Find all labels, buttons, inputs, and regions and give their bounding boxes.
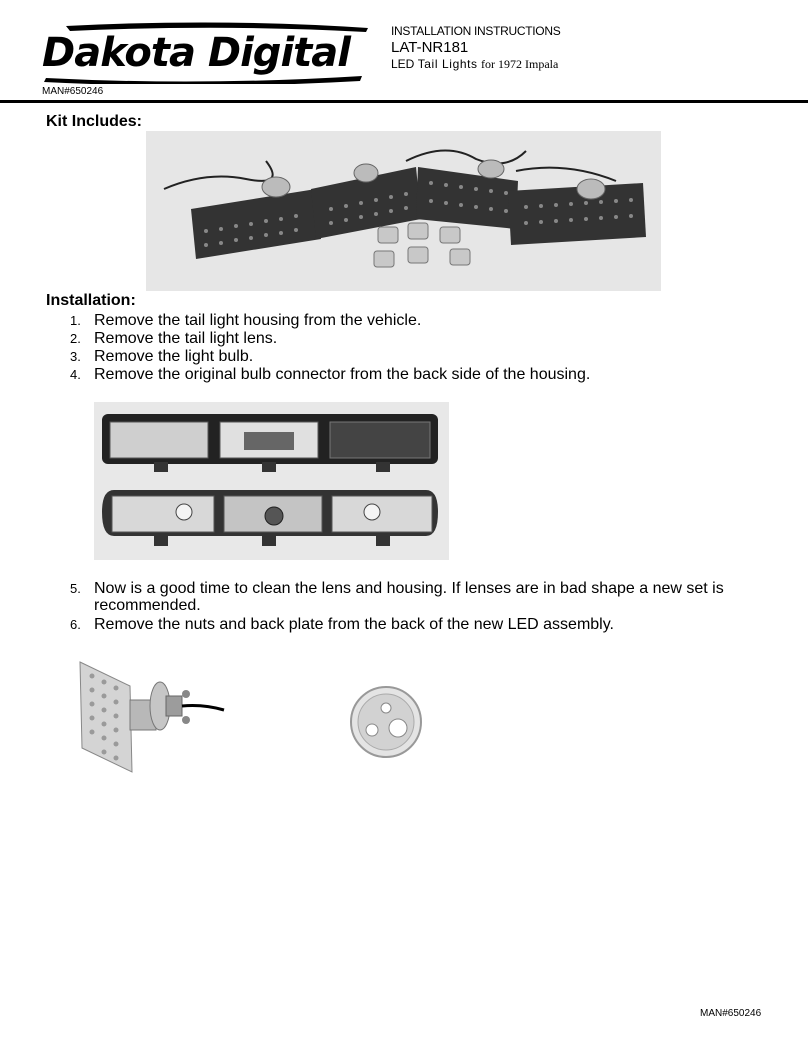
product-suffix: for 1972 Impala [481,57,559,71]
step-5 [70,580,750,614]
step-4 [70,366,750,383]
installation-heading: Installation: [46,292,136,309]
header-rule [0,100,808,103]
step-text: Now is a good time to clean the lens and housing. If lenses are in bad shape a new set is recommended. [94,580,724,614]
kit-heading: Kit Includes: [46,113,143,130]
step-text: Remove the original bulb connector from the back side of the housing. [94,366,591,383]
step-number: 5. [70,581,81,596]
product-title [391,57,558,72]
step-6 [70,616,750,633]
step-text: Remove the tail light housing from the vehicle. [94,312,422,329]
step-number: 2. [70,331,81,346]
step-number: 3. [70,349,81,364]
step-text: Remove the nuts and back plate from the back of the new LED assembly. [94,616,614,633]
part-number: LAT-NR181 [391,39,469,56]
doc-type: INSTALLATION INSTRUCTIONS [391,24,561,38]
manual-number-footer: MAN#650246 [700,1008,762,1019]
step-2 [70,330,750,347]
step-number: 1. [70,313,81,328]
step-text: Remove the tail light lens. [94,330,278,347]
step-3 [70,348,750,365]
brand-logo [42,22,370,84]
housing-photo [94,402,449,560]
manual-number-top: MAN#650246 [42,86,104,97]
product-prefix: LED [391,57,415,71]
brand-name: Dakota Digital [42,30,350,76]
product-name: Tail Lights [417,57,478,71]
step-number: 4. [70,367,81,382]
back-plate-photo [348,684,424,760]
led-assembly-photo [78,656,228,776]
kit-contents-photo [146,131,661,291]
step-1 [70,312,750,329]
step-number: 6. [70,617,81,632]
step-text: Remove the light bulb. [94,348,254,365]
